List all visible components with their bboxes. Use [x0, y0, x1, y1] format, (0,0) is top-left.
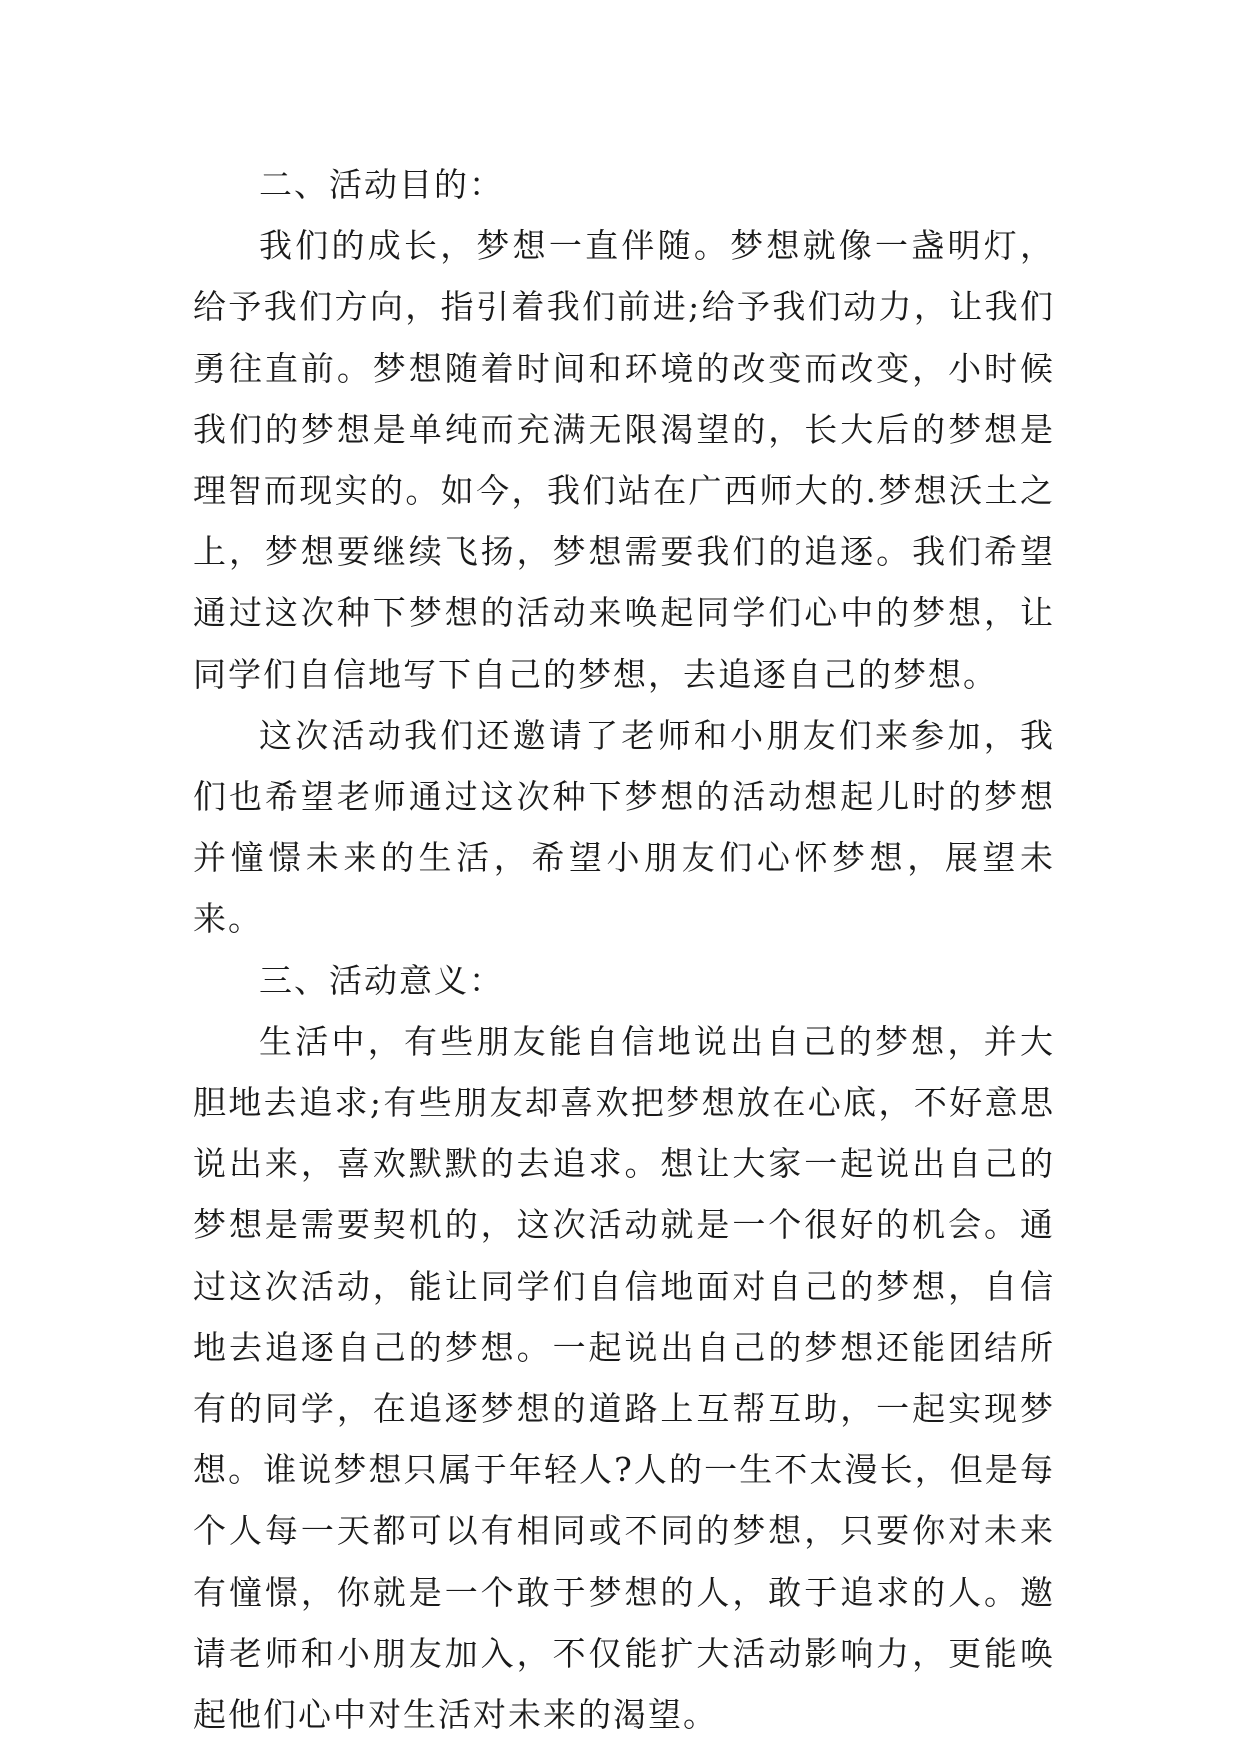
document-body	[193, 154, 1055, 1745]
paragraph-purpose-2: 这次活动我们还邀请了老师和小朋友们来参加，我们也希望老师通过这次种下梦想的活动想起儿时的梦想并憧憬未来的生活，希望小朋友们心怀梦想，展望未来。	[193, 715, 1055, 939]
paragraph-purpose-1: 我们的成长，梦想一直伴随。梦想就像一盏明灯，给予我们方向，指引着我们前进;给予我们动力，让我们勇往直前。梦想随着时间和环境的改变而改变，小时候我们的梦想是单纯而充满无限渴望的，长大后的梦想是理智而现实的。如今，我们站在广西师大的.梦想沃土之上，梦想要继续飞扬，梦想需要我们的追逐。我们希望通过这次种下梦想的活动来唤起同学们心中的梦想，让同学们自信地写下自己的梦想，去追逐自己的梦想。	[193, 226, 1055, 694]
paragraph-significance-1: 生活中，有些朋友能自信地说出自己的梦想，并大胆地去追求;有些朋友却喜欢把梦想放在心底，不好意思说出来，喜欢默默的去追求。想让大家一起说出自己的梦想是需要契机的，这次活动就是一个很好的机会。通过这次活动，能让同学们自信地面对自己的梦想，自信地去追逐自己的梦想。一起说出自己的梦想还能团结所有的同学，在追逐梦想的道路上互帮互助，一起实现梦想。谁说梦想只属于年轻人?人的一生不太漫长，但是每个人每一天都可以有相同或不同的梦想，只要你对未来有憧憬，你就是一个敢于梦想的人，敢于追求的人。邀请老师和小朋友加入，不仅能扩大活动影响力，更能唤起他们心中对生活对未来的渴望。	[193, 1021, 1055, 1735]
section-heading-significance: 三、活动意义：	[259, 960, 504, 1000]
section-heading-purpose: 二、活动目的：	[259, 165, 504, 204]
